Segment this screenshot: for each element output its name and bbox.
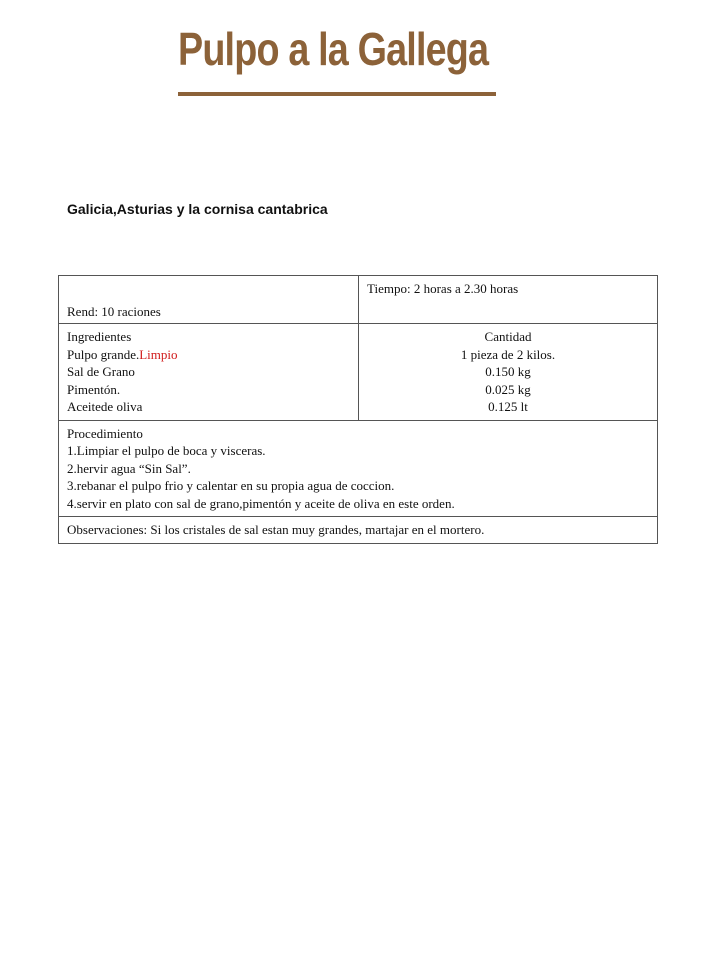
ingredients-row (59, 324, 658, 421)
quantity-item: 0.125 lt (488, 399, 528, 414)
ingredient-note: Limpio (139, 346, 178, 362)
procedure-step: 1.Limpiar el pulpo de boca y visceras. (67, 443, 266, 458)
ingredients-header: Ingredientes (67, 329, 132, 344)
tiempo-text: Tiempo: 2 horas a 2.30 horas (367, 281, 519, 296)
recipe-header-row (59, 276, 658, 324)
ingredient-item: Sal de Grano (67, 364, 135, 379)
observations-row (59, 517, 658, 544)
observations-text: Observaciones: Si los cristales de sal estan muy grandes, martajar en el mortero. (67, 522, 485, 537)
procedure-step: 2.hervir agua “Sin Sal”. (67, 460, 191, 476)
quantity-item: 0.150 kg (485, 364, 531, 379)
ingredient-item (67, 346, 350, 364)
ingredient-name: Pulpo grande. (67, 346, 140, 362)
quantity-item: 1 pieza de 2 kilos. (460, 346, 556, 362)
recipe-table (58, 275, 658, 544)
page-title: Pulpo a la Gallega (178, 23, 489, 75)
title-underline (178, 92, 496, 96)
quantities-cell (359, 324, 658, 421)
procedure-header: Procedimiento (67, 425, 143, 441)
procedure-step: 4.servir en plato con sal de grano,pimentón y aceite de oliva en este orden. (67, 495, 455, 511)
ingredients-cell (59, 324, 359, 421)
quantity-header: Cantidad (484, 329, 532, 344)
procedure-step: 3.rebanar el pulpo frio y calentar en su propia agua de coccion. (67, 478, 395, 493)
ingredient-item: Pimentón. (67, 381, 121, 397)
quantity-item: 0.025 kg (485, 381, 531, 397)
region-subtitle: Galicia,Asturias y la cornisa cantabrica (67, 201, 328, 217)
observations-cell (59, 517, 658, 544)
rend-cell (59, 276, 359, 324)
procedure-cell (59, 420, 658, 517)
procedure-row (59, 420, 658, 517)
tiempo-cell (359, 276, 658, 324)
ingredient-item: Aceitede oliva (67, 399, 143, 414)
rend-text: Rend: 10 raciones (67, 303, 161, 319)
